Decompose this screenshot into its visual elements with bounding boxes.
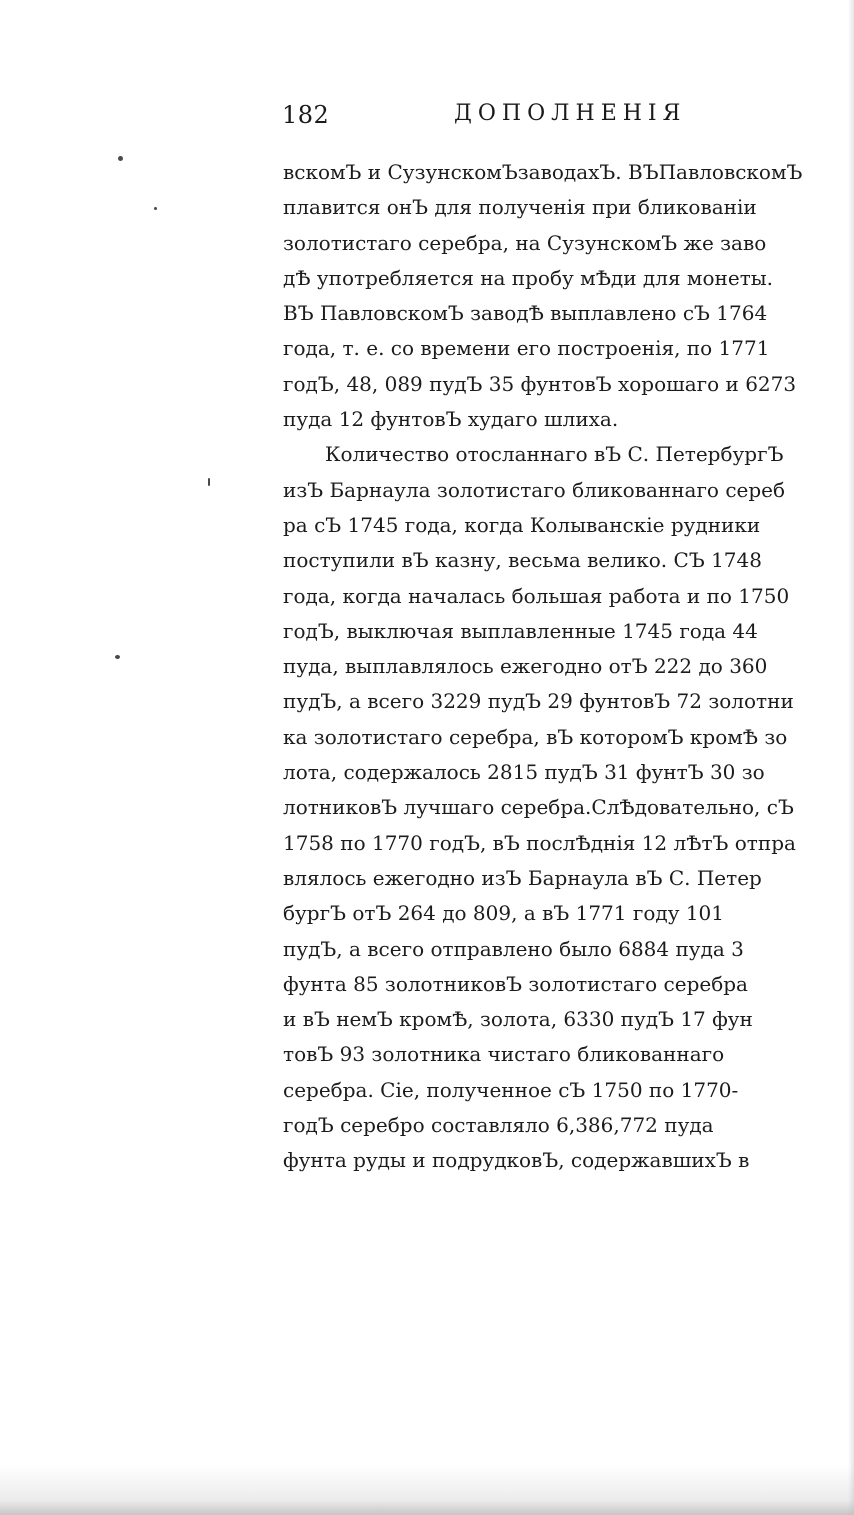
text-line: бургЪ отЪ 264 до 809, а вЪ 1771 году 101	[283, 901, 724, 926]
text-line: изЪ Барнаула золотистаго бликованнаго сереб	[283, 477, 786, 502]
text-line: годЪ, 48, 089 пудЪ 35 фунтовЪ хорошаго и 6273	[283, 371, 797, 396]
ink-speck	[208, 478, 210, 486]
text-line: годЪ серебро составляло 6,386,772 пуда	[283, 1113, 714, 1138]
text-line: года, т. е. со времени его построенія, по 1771	[283, 336, 770, 361]
page-gutter-shadow	[848, 0, 854, 1515]
page-bottom-edge	[0, 1465, 854, 1515]
page-number: 182	[282, 101, 330, 129]
text-line: товЪ 93 золотника чистаго бликованнаго	[283, 1042, 725, 1067]
text-line: фунта руды и подрудковЪ, содержавшихЪ в	[283, 1148, 750, 1173]
text-line: золотистаго серебра, на СузунскомЪ же заво	[283, 230, 767, 255]
ink-speck	[115, 655, 120, 659]
running-head: ДОПОЛНЕНІЯ	[454, 101, 687, 126]
text-line: ВЪ ПавловскомЪ заводѢ выплавлено сЪ 1764	[283, 301, 768, 326]
body-text	[283, 155, 854, 1179]
ink-speck	[154, 207, 157, 210]
page-header	[282, 101, 854, 141]
text-line: ка золотистаго серебра, вЪ которомЪ кромѢ зо	[283, 724, 788, 749]
text-line: влялось ежегодно изЪ Барнаула вЪ С. Петер	[283, 865, 762, 890]
text-line: пудЪ, а всего 3229 пудЪ 29 фунтовЪ 72 золотни	[283, 689, 794, 714]
text-line: годЪ, выключая выплавленные 1745 года 44	[283, 618, 758, 643]
text-line: серебра. Сіе, полученное сЪ 1750 по 1770-	[283, 1077, 739, 1102]
text-line: плавится онЪ для полученія при бликованіи	[283, 195, 757, 220]
text-line: поступили вЪ казну, весьма велико. СЪ 1748	[283, 548, 762, 573]
text-line: пудЪ, а всего отправлено было 6884 пуда 3	[283, 936, 744, 961]
ink-speck	[118, 156, 123, 161]
paragraph-first-line: Количество отосланнаго вЪ С. ПетербургЪ	[325, 442, 784, 467]
text-line: дѢ употребляется на пробу мѢди для монеты.	[283, 265, 774, 290]
text-line: 1758 по 1770 годЪ, вЪ послѢднія 12 лѢтЪ отпра	[283, 830, 796, 855]
text-line: и вЪ немЪ кромѢ, золота, 6330 пудЪ 17 фун	[283, 1007, 753, 1032]
text-line: лотниковЪ лучшаго серебра.СлѢдовательно, сЪ	[283, 795, 794, 820]
text-line: года, когда началась большая работа и по 1750	[283, 583, 790, 608]
text-line: лота, содержалось 2815 пудЪ 31 фунтЪ 30 зо	[283, 760, 765, 785]
text-line: пуда, выплавлялось ежегодно отЪ 222 до 360	[283, 654, 768, 679]
text-line: вскомЪ и СузунскомЪзаводахЪ. ВЪПавловскомЪ	[283, 160, 803, 184]
text-line: пуда 12 фунтовЪ худаго шлиха.	[283, 407, 619, 432]
text-line: ра сЪ 1745 года, когда Колыванскіе рудники	[283, 512, 761, 537]
text-line: фунта 85 золотниковЪ золотистаго серебра	[283, 971, 748, 996]
